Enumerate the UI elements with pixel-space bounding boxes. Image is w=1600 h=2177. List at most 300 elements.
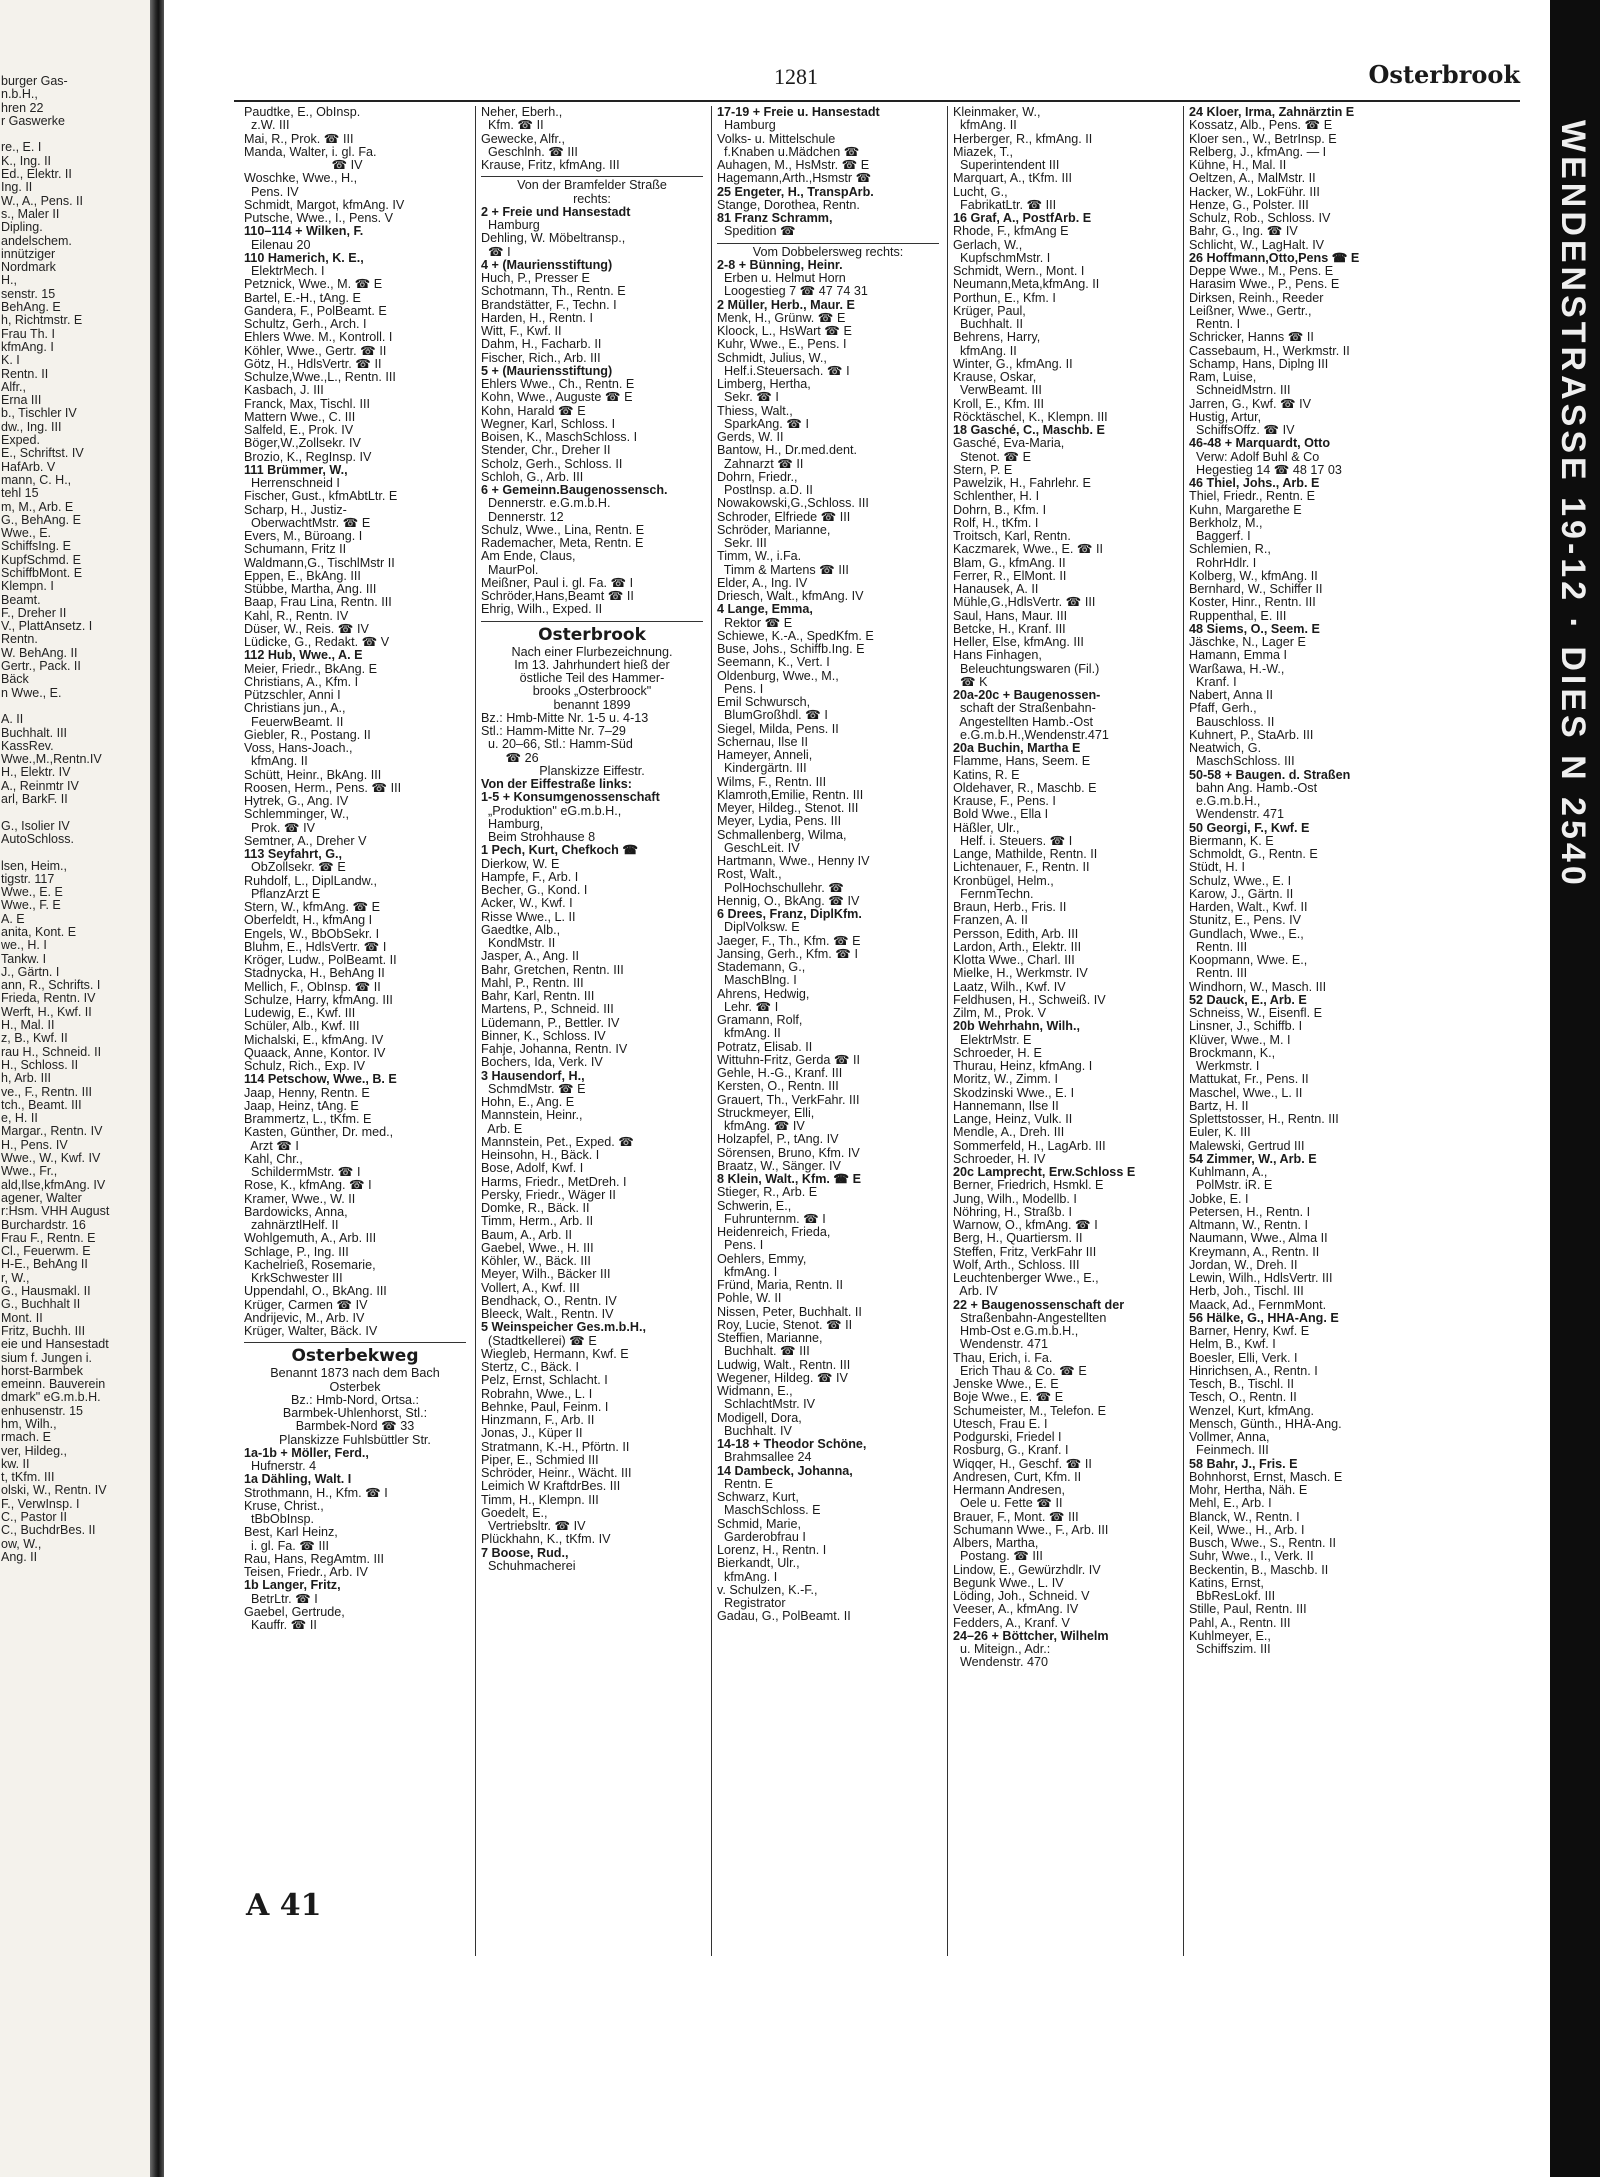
resident-entry: Kahl, R., Rentn. IV [244, 608, 349, 623]
resident-entry: Kfm. ☎ II [481, 118, 544, 133]
street-heading: Osterbekweg [291, 1346, 419, 1367]
resident-entry: FernmTechn. [953, 886, 1034, 901]
resident-entry: Stüdt, H. I [1189, 860, 1245, 875]
resident-entry: Warnow, O., kfmAng. ☎ I [953, 1218, 1098, 1232]
resident-entry: Oldenburg, Wwe., M., [717, 668, 839, 683]
resident-entry: Schulze,Wwe.,L., Rentn. III [244, 370, 396, 384]
resident-entry: DiplVolksw. E [717, 920, 800, 935]
resident-entry: kfmAng. II [717, 1026, 781, 1041]
resident-entry: Auhagen, M., HsMstr. ☎ E [717, 158, 870, 172]
resident-entry: Hamburg, [481, 816, 544, 831]
resident-entry: Schroeder, H. E [953, 1045, 1042, 1060]
adjacent-page-line: tch., Beamt. III [1, 1097, 82, 1112]
resident-entry: Baum, A., Arb. II [481, 1227, 572, 1242]
resident-entry: Martens, P., Schneid. III [481, 1002, 614, 1017]
resident-entry: Mendle, A., Dreh. III [953, 1125, 1065, 1140]
resident-entry: Buchhalt. II [953, 317, 1024, 331]
resident-entry: Lüdicke, G., Redakt. ☎ V [244, 635, 390, 649]
resident-entry: Stunitz, E., Pens. IV [1189, 913, 1301, 928]
resident-entry: Hufnerstr. 4 [244, 1459, 317, 1473]
resident-entry: Schüler, Alb., Kwf. III [244, 1019, 360, 1034]
house-number-entry: 16 Graf, A., PostfArb. E [953, 211, 1092, 225]
resident-entry: Jobke, E. I [1189, 1191, 1249, 1206]
section-divider [244, 1342, 466, 1343]
resident-entry: Röcktäschel, K., Klempn. III [953, 409, 1108, 424]
adjacent-page-line: mann, C. H., [1, 472, 72, 487]
resident-entry: Schulze, Harry, kfmAng. III [244, 992, 393, 1007]
resident-entry: Herb, Joh., Tischl. III [1189, 1284, 1304, 1299]
binding-edge [1550, 0, 1600, 2177]
resident-entry: Kachelrieß, Rosemarie, [244, 1257, 376, 1272]
resident-entry: Bohnhorst, Ernst, Masch. E [1189, 1469, 1343, 1484]
adjacent-page-line: Wwe., E. E [1, 885, 63, 900]
resident-entry: Rentn. III [1189, 939, 1248, 954]
resident-entry: Im 13. Jahrhundert hieß der [514, 657, 670, 672]
resident-entry: Baap, Frau Lina, Rentn. III [244, 595, 392, 610]
resident-entry: Jordan, W., Dreh. II [1189, 1257, 1298, 1272]
resident-entry: Neumann,Meta,kfmAng. II [953, 277, 1100, 292]
resident-entry: Dohrn, B., Kfm. I [953, 502, 1047, 517]
resident-entry: Schmid, Marie, [717, 1516, 801, 1531]
resident-entry: Keil, Wwe., H., Arb. I [1189, 1522, 1305, 1537]
adjacent-page-line: H., Schloss. II [1, 1057, 79, 1072]
resident-entry: Saul, Hans, Maur. III [953, 608, 1068, 623]
resident-entry: Krüger, Carmen ☎ IV [244, 1297, 368, 1312]
adjacent-page-line: Bäck [1, 672, 29, 687]
resident-entry: Schulz, Rob., Schloss. IV [1189, 211, 1331, 225]
resident-entry: Boisen, K., MaschSchloss. I [481, 430, 638, 444]
resident-entry: Hartmann, Wwe., Henny IV [717, 854, 870, 868]
resident-entry: Timm, Herm., Arb. II [481, 1214, 594, 1229]
adjacent-page-line: tehl 15 [1, 486, 39, 501]
resident-entry: Becher, G., Kond. I [481, 883, 588, 897]
resident-entry: Driesch, Walt., kfmAng. IV [717, 589, 864, 603]
resident-entry: Gramann, Rolf, [717, 1013, 803, 1027]
resident-entry: Tesch, B., Tischl. II [1189, 1377, 1294, 1391]
resident-entry: Rost, Walt., [717, 867, 782, 882]
resident-entry: Miazek, T., [953, 144, 1013, 159]
resident-entry: Quaack, Anne, Kontor. IV [244, 1045, 386, 1060]
resident-entry: rechts: [573, 191, 611, 206]
resident-entry: Kindergärtn. III [717, 761, 807, 776]
directory-page [164, 0, 1550, 2177]
adjacent-page-line: n.b.H., [1, 87, 38, 102]
resident-entry: Fahje, Johanna, Rentn. IV [481, 1042, 628, 1056]
resident-entry: Roosen, Herm., Pens. ☎ III [244, 780, 402, 795]
adjacent-page-line: Gertr., Pack. II [1, 659, 81, 674]
resident-entry: Dierkow, W. E [481, 856, 560, 871]
resident-entry: Löding, Joh., Schneid. V [953, 1589, 1090, 1603]
adjacent-page-line: Ed., Elektr. II [1, 167, 72, 182]
resident-entry: Wiqqer, H., Geschf. ☎ II [953, 1456, 1092, 1471]
resident-entry: ObZollsekr. ☎ E [244, 860, 346, 875]
house-number-entry: 20a-20c + Baugenossen- [953, 688, 1101, 702]
resident-entry: Jarren, G., Kwf. ☎ IV [1189, 396, 1312, 411]
column-4 [953, 106, 1175, 1956]
resident-entry: Leuchtenberger Wwe., E., [953, 1271, 1099, 1285]
resident-entry: Schlage, P., Ing. III [244, 1244, 349, 1259]
resident-entry: Hytrek, G., Ang. IV [244, 794, 349, 808]
column-5 [1189, 106, 1411, 1956]
adjacent-page-line: F., VerwInsp. I [1, 1496, 80, 1511]
resident-entry: Rose, K., kfmAng. ☎ I [244, 1178, 372, 1193]
resident-entry: Vollert, A., Kwf. III [481, 1280, 580, 1295]
resident-entry: Stange, Dorothea, Rentn. [717, 197, 860, 212]
house-number-entry: 20b Wehrhahn, Wilh., [953, 1019, 1081, 1034]
house-number-entry: 48 Siems, O., Seem. E [1189, 621, 1320, 636]
resident-entry: Mannstein, Pet., Exped. ☎ [481, 1134, 634, 1149]
resident-entry: Volks- u. Mittelschule [717, 131, 836, 146]
resident-entry: Zahnarzt ☎ II [717, 456, 804, 471]
resident-entry: Kuhr, Wwe., E., Pens. I [717, 337, 847, 352]
adjacent-page-line: K. I [1, 353, 20, 368]
resident-entry: KrkSchwester III [244, 1271, 343, 1285]
resident-entry: Dehling, W. Möbeltransp., [481, 231, 626, 246]
resident-entry: Schlemien, R., [1189, 542, 1271, 557]
resident-entry: GeschLeit. IV [717, 840, 800, 855]
house-number-entry: 1a Dähling, Walt. I [244, 1472, 352, 1487]
resident-entry: Kuhlmann, A., [1189, 1165, 1268, 1179]
resident-entry: Rentn. E [717, 1476, 774, 1491]
resident-entry: Kolberg, W., kfmAng. II [1189, 568, 1318, 583]
resident-entry: Düser, W., Reis. ☎ IV [244, 621, 369, 636]
resident-entry: Schröder,Hans,Beamt ☎ II [481, 589, 634, 603]
resident-entry: MaschSchloss. E [717, 1503, 821, 1518]
resident-entry: Menk, H., Grünw. ☎ E [717, 310, 846, 325]
resident-entry: Ferrer, R., ElMont. II [953, 568, 1067, 583]
resident-entry: Schmallenberg, Wilma, [717, 827, 847, 842]
resident-entry: Nissen, Peter, Buchhalt. II [717, 1304, 862, 1319]
resident-entry: Tesch, O., Rentn. II [1189, 1390, 1297, 1405]
adjacent-page-line: Margar., Rentn. IV [1, 1124, 103, 1139]
resident-entry: Gaebel, Gertrude, [244, 1604, 345, 1619]
resident-entry: Franck, Max, Tischl. III [244, 396, 370, 411]
resident-entry: Schlenther, H. I [953, 489, 1040, 504]
resident-entry: Semtner, A., Dreher V [244, 833, 367, 848]
resident-entry: Mahl, P., Rentn. III [481, 975, 584, 990]
adjacent-page-line: A. E [1, 911, 25, 926]
house-number-entry: 110 Hamerich, K. E., [244, 250, 364, 265]
resident-entry: Jenske Wwe., E. E [953, 1377, 1059, 1391]
resident-entry: u. 20–66, Stl.: Hamm-Süd [481, 737, 633, 752]
resident-entry: Köhler, W., Bäck. III [481, 1254, 591, 1268]
resident-entry: Zilm, M., Prok. V [953, 1006, 1047, 1020]
adjacent-page-line: G., BehAng. E [1, 512, 81, 527]
resident-entry: Schernau, Ilse II [717, 734, 809, 749]
house-number-entry: 14-18 + Theodor Schöne, [717, 1437, 867, 1451]
running-head: Osterbrook [1368, 60, 1520, 89]
street-heading: Osterbrook [538, 624, 646, 645]
resident-entry: Buchhalt. ☎ III [717, 1344, 810, 1359]
column-divider [475, 106, 476, 1956]
resident-entry: Blanck, W., Rentn. I [1189, 1509, 1300, 1524]
resident-entry: Stille, Paul, Rentn. III [1189, 1602, 1307, 1617]
resident-entry: OberwachtMstr. ☎ E [244, 515, 371, 530]
adjacent-page-line: Rentn. II [1, 366, 49, 381]
resident-entry: Oehlers, Emmy, [717, 1251, 807, 1266]
resident-entry: Scharp, H., Justiz- [244, 502, 347, 517]
page-number: 1281 [774, 64, 818, 89]
resident-entry: Brammertz, L., tKfm. E [244, 1112, 372, 1126]
house-number-entry: 110–114 + Wilken, F. [244, 224, 364, 239]
resident-entry: kfmAng. II [953, 118, 1017, 133]
resident-entry: Sörensen, Bruno, Kfm. IV [717, 1145, 860, 1160]
resident-entry: PolHochschullehr. ☎ [717, 880, 844, 895]
resident-entry: Hampfe, F., Arb. I [481, 869, 579, 884]
resident-entry: Verw: Adolf Buhl & Co [1189, 449, 1320, 464]
adjacent-page-line: V., PlattAnsetz. I [1, 619, 93, 634]
adjacent-page-line: H-E., BehAng II [1, 1257, 88, 1272]
resident-entry: Pützschler, Anni I [244, 688, 341, 702]
house-number-entry: 54 Zimmer, W., Arb. E [1189, 1151, 1317, 1166]
resident-entry: BetrLtr. ☎ I [244, 1591, 318, 1606]
resident-entry: Dahm, H., Facharb. II [481, 337, 602, 352]
adjacent-page-line: Burchardstr. 16 [1, 1217, 86, 1232]
house-number-entry: 20a Buchin, Martha E [953, 741, 1081, 755]
resident-entry: Stadnycka, H., BehAng II [244, 966, 385, 981]
resident-entry: Häßler, Ulr., [953, 820, 1020, 835]
resident-entry: Timm, H., Klempn. III [481, 1492, 599, 1507]
house-number-entry: Von der Eiffestraße links: [481, 777, 632, 791]
adjacent-page-line: anita, Kont. E [1, 925, 77, 939]
resident-entry: Utesch, Frau E. I [953, 1416, 1048, 1431]
resident-entry: MaschSchloss. III [1189, 754, 1295, 769]
resident-entry: Wohlgemuth, A., Arb. III [244, 1231, 377, 1246]
resident-entry: Meyer, Lydia, Pens. III [717, 814, 842, 829]
adjacent-page-line: r Gaswerke [1, 113, 65, 128]
resident-entry: Lüdemann, P., Bettler. IV [481, 1015, 620, 1030]
house-number-entry: 1b Langer, Fritz, [244, 1578, 341, 1593]
resident-entry: Pens. IV [244, 184, 299, 199]
resident-entry: Strothmann, H., Kfm. ☎ I [244, 1485, 388, 1500]
resident-entry: Kroll, E., Kfm. III [953, 396, 1044, 411]
resident-entry: Schamp, Hans, Diplng III [1189, 356, 1329, 371]
adjacent-page-line: SchiffsIng. E [1, 539, 71, 554]
resident-entry: Fründ, Maria, Rentn. II [717, 1278, 843, 1292]
resident-entry: Lorenz, H., Rentn. I [717, 1543, 827, 1557]
house-number-entry: 50 Georgi, F., Kwf. E [1189, 820, 1310, 835]
resident-entry: Stender, Chr., Dreher II [481, 443, 611, 458]
resident-entry: Bauschloss. II [1189, 714, 1275, 729]
house-number-entry: 6 + Gemeinn.Baugenossensch. [481, 483, 668, 497]
resident-entry: Hannemann, Ilse II [953, 1098, 1059, 1113]
house-number-entry: 4 Lange, Emma, [717, 602, 813, 617]
resident-entry: Christians, A., Kfm. I [244, 674, 359, 689]
resident-entry: Barner, Henry, Kwf. E [1189, 1324, 1310, 1338]
resident-entry: Planskizze Fuhlsbüttler Str. [279, 1432, 431, 1447]
adjacent-page-line: Erna III [1, 393, 42, 408]
adjacent-page-line: W. BehAng. II [1, 645, 78, 660]
resident-entry: kfmAng. I [717, 1569, 778, 1584]
resident-entry: Von der Bramfelder Straße [517, 178, 667, 193]
resident-entry: Baggerf. I [1189, 529, 1251, 543]
resident-entry: Gewecke, Alfr., [481, 131, 565, 146]
resident-entry: Bendhack, O., Rentn. IV [481, 1293, 617, 1308]
resident-entry: v. Schulzen, K.-F., [717, 1582, 818, 1597]
resident-entry: Pens. I [717, 1238, 764, 1253]
resident-entry: Mannstein, Heinr., [481, 1108, 583, 1123]
adjacent-page-line: h, Richtmstr. E [1, 313, 83, 328]
resident-entry: kfmAng. I [717, 1264, 778, 1279]
resident-entry: Harden, H., Rentn. I [481, 310, 593, 325]
resident-entry: Giebler, R., Postang. II [244, 727, 371, 742]
resident-entry: Boje Wwe., E. ☎ E [953, 1390, 1064, 1405]
resident-entry: Mattukat, Fr., Pens. II [1189, 1072, 1309, 1087]
resident-entry: Scholz, Gerh., Schloss. II [481, 456, 623, 471]
resident-entry: Bantow, H., Dr.med.dent. [717, 443, 858, 458]
resident-entry: Kuhnert, P., StaArb. III [1189, 727, 1314, 742]
adjacent-page-line: rmach. E [1, 1430, 52, 1445]
resident-entry: Dennerstr. e.G.m.b.H. [481, 496, 611, 511]
adjacent-page-line: Fritz, Buchh. III [1, 1323, 86, 1338]
resident-entry: Franzen, A. II [953, 913, 1028, 928]
house-number-entry: 17-19 + Freie u. Hansestadt [717, 106, 880, 119]
resident-entry: Barmbek-Nord ☎ 33 [295, 1419, 415, 1434]
resident-entry: Jonas, J., Küper II [481, 1426, 583, 1441]
resident-entry: Pfaff, Gerh., [1189, 701, 1257, 716]
resident-entry: Elder, A., Ing. IV [717, 575, 808, 590]
resident-entry: Woschke, Wwe., H., [244, 171, 358, 186]
resident-entry: Roy, Lucie, Stenot. ☎ II [717, 1317, 853, 1332]
resident-entry: Begunk Wwe., L. IV [953, 1575, 1064, 1590]
resident-entry: Bleeck, Walt., Rentn. IV [481, 1307, 614, 1321]
adjacent-page-line: SchiffbMont. E [1, 565, 83, 580]
resident-entry: Heidenreich, Frieda, [717, 1225, 831, 1239]
resident-entry: Spedition ☎ [717, 224, 796, 239]
resident-entry: SchildermMstr. ☎ I [244, 1165, 361, 1179]
resident-entry: Mehl, E., Arb. I [1189, 1496, 1272, 1511]
adjacent-page-line [0, 700, 150, 713]
resident-entry: Leißner, Wwe., Gertr., [1189, 303, 1312, 318]
resident-entry: ☎ K [953, 674, 988, 689]
resident-entry: Dohrn, Friedr., [717, 469, 798, 484]
resident-entry: Pawelzik, H., Fahrlehr. E [953, 476, 1091, 490]
resident-entry: Moritz, W., Zimm. I [953, 1072, 1058, 1087]
column-1 [244, 106, 466, 1956]
resident-entry: KondMstr. II [481, 936, 556, 950]
resident-entry: Ehrig, Wilh., Exped. II [481, 602, 603, 617]
resident-entry: Ludwig, Walt., Rentn. III [717, 1357, 851, 1372]
resident-entry: Koopmann, Wwe. E., [1189, 953, 1308, 967]
adjacent-page-line: b., Tischler IV [1, 406, 77, 421]
adjacent-page-line: K., Ing. II [1, 153, 52, 168]
adjacent-page-line: Frau F., Rentn. E [1, 1230, 96, 1245]
resident-entry: Behnke, Paul, Feinm. I [481, 1399, 609, 1414]
resident-entry: Köhler, Wwe., Gertr. ☎ II [244, 343, 387, 358]
adjacent-page-line: r:Hsm. VHH August [1, 1204, 110, 1219]
house-number-entry: 3 Hausendorf, H., [481, 1068, 585, 1083]
resident-entry: kfmAng. ☎ IV [717, 1119, 805, 1133]
adjacent-page-line: enhusenstr. 15 [1, 1403, 84, 1418]
resident-entry: Helf. i. Steuers. ☎ I [953, 833, 1073, 848]
resident-entry: Harms, Friedr., MetDreh. I [481, 1174, 627, 1189]
adjacent-page-line: A., Reinmtr IV [1, 778, 79, 793]
resident-entry: Krause, Fritz, kfmAng. III [481, 158, 620, 172]
adjacent-page-line: Tankw. I [1, 951, 47, 966]
resident-entry: Vom Dobbelersweg rechts: [752, 244, 904, 259]
house-number-entry: 52 Dauck, E., Arb. E [1189, 992, 1307, 1007]
resident-entry: MaschBlng. I [717, 973, 797, 988]
adjacent-page-line: sium f. Jungen i. [1, 1350, 93, 1365]
house-number-entry: 2-8 + Bünning, Heinr. [717, 257, 843, 272]
resident-entry: FabrikatLtr. ☎ III [953, 197, 1057, 212]
resident-entry: Katins, R. E [953, 767, 1020, 782]
resident-entry: Arzt ☎ I [244, 1138, 299, 1153]
resident-entry: Holzapfel, P., tAng. IV [717, 1132, 839, 1147]
resident-entry: Seemann, K., Vert. I [717, 655, 830, 670]
house-number-entry: 7 Boose, Rud., [481, 1545, 569, 1560]
resident-entry: Troitsch, Karl, Rentn. [953, 529, 1071, 543]
resident-entry: Helf.i.Steuersach. ☎ I [717, 363, 850, 378]
resident-entry: Uppendahl, O., BkAng. III [244, 1284, 387, 1299]
resident-entry: Klotta Wwe., Charl. III [953, 953, 1075, 967]
resident-entry: Fischer, Gust., kfmAbtLtr. E [244, 489, 398, 504]
resident-entry: Vollmer, Anna, [1189, 1430, 1270, 1444]
resident-entry: Teisen, Friedr., Arb. IV [244, 1565, 368, 1579]
resident-entry: Buchhalt. IV [717, 1423, 792, 1438]
resident-entry: ElektrMech. I [244, 264, 325, 278]
resident-entry: Gerlach, W., [953, 237, 1023, 252]
resident-entry: Kühne, H., Mal. II [1189, 158, 1287, 172]
adjacent-page-line: Buchhalt. III [1, 725, 68, 740]
resident-entry: Kasten, Günther, Dr. med., [244, 1125, 394, 1140]
resident-entry: Plückhahn, K., tKfm. IV [481, 1532, 611, 1547]
adjacent-page-line: dw., Ing. III [1, 419, 62, 434]
house-number-entry: 2 Müller, Herb., Maur. E [717, 297, 855, 312]
resident-entry: Deppe Wwe., M., Pens. E [1189, 264, 1334, 278]
resident-entry: MaurPol. [481, 562, 539, 577]
resident-entry: Fuhrunternm. ☎ I [717, 1211, 826, 1226]
adjacent-page-line: Werft, H., Kwf. II [1, 1004, 92, 1019]
resident-entry: Dirksen, Reinh., Reeder [1189, 290, 1324, 305]
resident-entry: Blam, G., kfmAng. II [953, 555, 1066, 570]
adjacent-page-line: Dipling. [1, 220, 43, 235]
resident-entry: Erich Thau & Co. ☎ E [953, 1363, 1087, 1378]
resident-entry: Vertriebsltr. ☎ IV [481, 1519, 586, 1533]
house-number-entry: 2 + Freie und Hansestadt [481, 204, 631, 219]
resident-entry: Braun, Herb., Fris. II [953, 900, 1067, 914]
resident-entry: Schlemminger, W., [244, 807, 349, 822]
adjacent-page-line: dmark" eG.m.b.H. [1, 1390, 101, 1405]
resident-entry: Rosburg, G., Kranf. I [953, 1443, 1069, 1458]
resident-entry: Stern, P. E [953, 462, 1013, 477]
resident-entry: Engels, W., BbObSekr. I [244, 926, 380, 941]
house-number-entry: 18 Gasché, C., Maschb. E [953, 423, 1105, 437]
adjacent-page-line: KupfSchmd. E [1, 552, 81, 567]
resident-entry: Schröder, Marianne, [717, 522, 831, 537]
house-number-entry: 1-5 + Konsumgenossenschaft [481, 790, 660, 805]
resident-entry: Nowakowski,G.,Schloss. III [717, 496, 869, 511]
resident-entry: Wiegleb, Hermann, Kwf. E [481, 1346, 629, 1361]
resident-entry: Kuhlmeyer, E., [1189, 1628, 1271, 1643]
resident-entry: Wendenstr. 471 [953, 1337, 1048, 1352]
adjacent-page-line: H., [1, 273, 17, 288]
resident-entry: Brahmsallee 24 [717, 1450, 812, 1465]
adjacent-page-line: s., Maler II [1, 206, 60, 221]
resident-entry: Warßawa, H.-W., [1189, 661, 1285, 676]
resident-entry: Berkholz, M., [1189, 515, 1263, 530]
resident-entry: Albers, Martha, [953, 1536, 1039, 1550]
resident-entry: Jäschke, N., Lager E [1189, 635, 1306, 649]
resident-entry: Helm, B., Kwf. I [1189, 1337, 1276, 1352]
resident-entry: Relberg, J., kfmAng. — I [1189, 144, 1327, 159]
resident-entry: SparkAng. ☎ I [717, 416, 809, 431]
resident-entry: Kranf. I [1189, 674, 1237, 689]
adjacent-page-line: W., A., Pens. II [1, 193, 83, 208]
resident-entry: Osterbek [329, 1379, 381, 1394]
resident-entry: Bz.: Hmb-Nord, Ortsa.: [290, 1392, 420, 1407]
resident-entry: Stieger, R., Arb. E [717, 1185, 818, 1200]
